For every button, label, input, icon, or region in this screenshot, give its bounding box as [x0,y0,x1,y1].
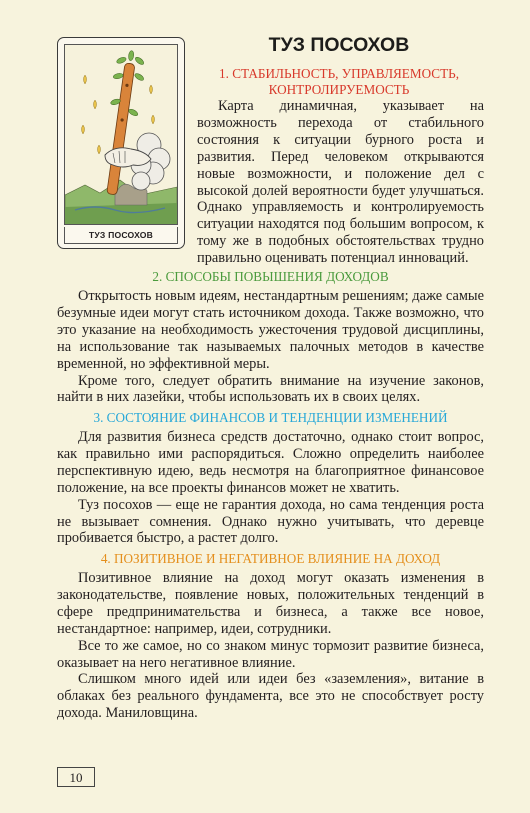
paragraph: Позитивное влияние на доход могут оказать изменения в законодательстве, появление новых, положительных тенденций в сфере предпринимательства и бизнеса, а также все новое, нестандартное: например, идеи, сотрудники. [57,570,484,637]
section-heading-1: 1. СТАБИЛЬНОСТЬ, УПРАВЛЯЕМОСТЬ, КОНТРОЛИРУЕМОСТЬ [219,66,459,97]
section-body-4 [57,570,484,722]
paragraph: Для развития бизнеса средств достаточно, однако стоит вопрос, как правильно ими распорядиться. Сложно определить наиболее перспективную идею, ведь несмотря на благоприятное финансовое положение, на все проекты финансов может не хватить. [57,429,484,496]
paragraph: Слишком много идей или идеи без «заземления», витание в облаках без реального фундамента, все это не способствует росту дохода. Маниловщина. [57,671,484,722]
section-body-2 [57,288,484,406]
section-heading-2: 2. СПОСОБЫ ПОВЫШЕНИЯ ДОХОДОВ [152,269,389,284]
section-body-3 [57,429,484,547]
card-caption: ТУЗ ПОСОХОВ [64,227,178,244]
paragraph: Туз посохов — еще не гарантия дохода, но сама тенденция роста не вызывает сомнения. Однако нужно учитывать, что деревце пробивается быстро, а растет долго. [57,496,484,547]
section-heading-3: 3. СОСТОЯНИЕ ФИНАНСОВ И ТЕНДЕНЦИИ ИЗМЕНЕНИЙ [93,410,448,425]
ace-of-wands-picture [65,45,177,224]
paragraph: Все то же самое, но со знаком минус тормозит развитие бизнеса, оказывает на него негативное влияние. [57,637,484,671]
paragraph: Открытость новым идеям, нестандартным решениям; даже самые безумные идеи могут стать источником дохода. Также возможно, что это указание на необходимость ужесточения трудовой дисциплины, на использование так называемых палочных методов в качестве временной, но эффективной меры. [57,288,484,372]
paragraph: Кроме того, следует обратить внимание на изучение законов, найти в них лазейки, чтобы использовать их в своих целях. [57,372,484,406]
paragraph: Карта динамичная, указывает на возможность перехода от стабильного состояния к ситуации бурного роста и развития. Перед человеком открываются новые возможности, и положение дел с высокой долей вероятности будет улучшаться. Однако управляемость и контролируемость ситуации находятся под большим вопросом, к тому же в подобных обстоятельствах трудно правильно оценивать потенциал инноваций. [197,98,484,267]
section-body-1 [197,98,484,267]
page-title: ТУЗ ПОСОХОВ [268,34,410,56]
section-heading-4: 4. ПОЗИТИВНОЕ И НЕГАТИВНОЕ ВЛИЯНИЕ НА ДОХОД [100,551,441,566]
page-number: 10 [57,767,95,787]
card-artwork [64,44,178,225]
tarot-card-illustration [57,37,185,249]
